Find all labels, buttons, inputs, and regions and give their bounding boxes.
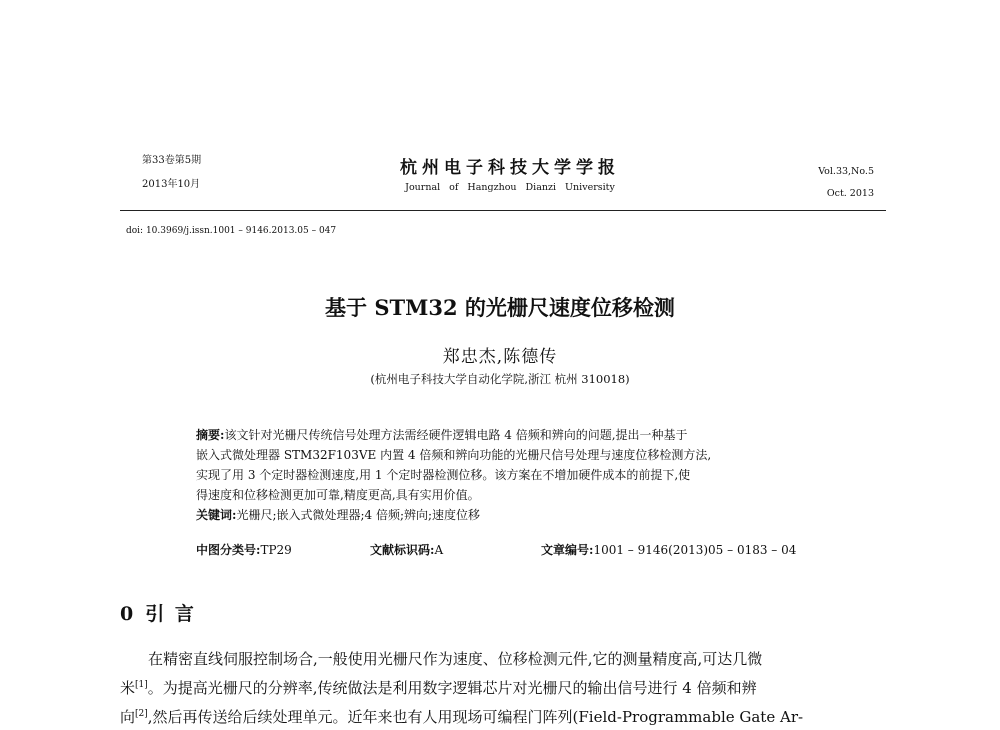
volume-info-en — [818, 164, 874, 208]
keywords: 光栅尺;嵌入式微处理器;4 倍频;辨向;速度位移 — [236, 508, 481, 522]
doc-code-label: 文献标识码: — [370, 543, 435, 557]
section-body — [120, 646, 890, 730]
keywords-line — [196, 505, 820, 525]
body-line-3 — [120, 701, 890, 730]
section-number: 0 — [120, 603, 134, 625]
keywords-label: 关键词: — [196, 508, 237, 522]
body-text-3b: ,然后再传送给后续处理单元。近年来也有人用现场可编程门阵列(Field-Programmable Gate Ar- — [147, 708, 804, 726]
body-line-1: 在精密直线伺服控制场合,一般使用光栅尺作为速度、位移检测元件,它的测量精度高,可达几微 — [148, 650, 763, 668]
volume-issue-en: Vol.33,No.5 — [818, 166, 874, 177]
volume-issue-cn: 第33卷第5期 — [142, 155, 202, 166]
abstract-text-3: 实现了用 3 个定时器检测速度,用 1 个定时器检测位移。该方案在不增加硬件成本的前提下,使 — [196, 468, 691, 482]
journal-name-cn: 杭州电子科技大学学报 — [400, 158, 620, 178]
paper-authors: 郑忠杰,陈德传 — [442, 347, 558, 367]
abstract-label: 摘要: — [196, 428, 225, 442]
journal-name-en: Journal of Hangzhou Dianzi University — [405, 182, 615, 193]
body-text-2b: 。为提高光栅尺的分辨率,传统做法是利用数字逻辑芯片对光栅尺的输出信号进行 4 倍频和辨 — [147, 679, 757, 697]
doi: doi: 10.3969/j.issn.1001 – 9146.2013.05 – 047 — [126, 226, 337, 236]
article-number-label: 文章编号: — [541, 543, 594, 557]
article-number — [541, 541, 796, 558]
doc-code — [370, 541, 443, 558]
clc-value: TP29 — [260, 543, 292, 557]
date-cn: 2013年10月 — [142, 179, 201, 190]
body-text-3a: 向 — [120, 708, 136, 726]
body-text-2a: 米 — [120, 679, 136, 697]
paper-title: 基于 STM32 的光栅尺速度位移检测 — [325, 295, 675, 320]
doc-code-value: A — [434, 543, 444, 557]
abstract-text-4: 得速度和位移检测更加可靠,精度更高,具有实用价值。 — [196, 488, 480, 502]
abstract — [196, 425, 820, 525]
abstract-text-2: 嵌入式微处理器 STM32F103VE 内置 4 倍频和辨向功能的光栅尺信号处理与速度位移检测方法, — [196, 448, 712, 462]
abstract-text-1: 该文针对光栅尺传统信号处理方法需经硬件逻辑电路 4 倍频和辨向的问题,提出一种基于 — [224, 428, 688, 442]
citation-1: [1] — [135, 680, 148, 690]
citation-2: [2] — [135, 709, 148, 719]
date-en: Oct. 2013 — [826, 188, 874, 199]
article-number-value: 1001 – 9146(2013)05 – 0183 – 04 — [593, 543, 797, 557]
header-rule — [120, 210, 886, 211]
clc-label: 中图分类号: — [196, 543, 261, 557]
paper-affiliation: (杭州电子科技大学自动化学院,浙江 杭州 310018) — [370, 372, 630, 386]
clc — [196, 541, 292, 558]
volume-info-cn — [142, 153, 201, 201]
abstract-line-1 — [196, 425, 820, 445]
body-line-2 — [120, 672, 890, 701]
section-heading — [120, 599, 206, 626]
section-title: 引 言 — [145, 603, 194, 625]
